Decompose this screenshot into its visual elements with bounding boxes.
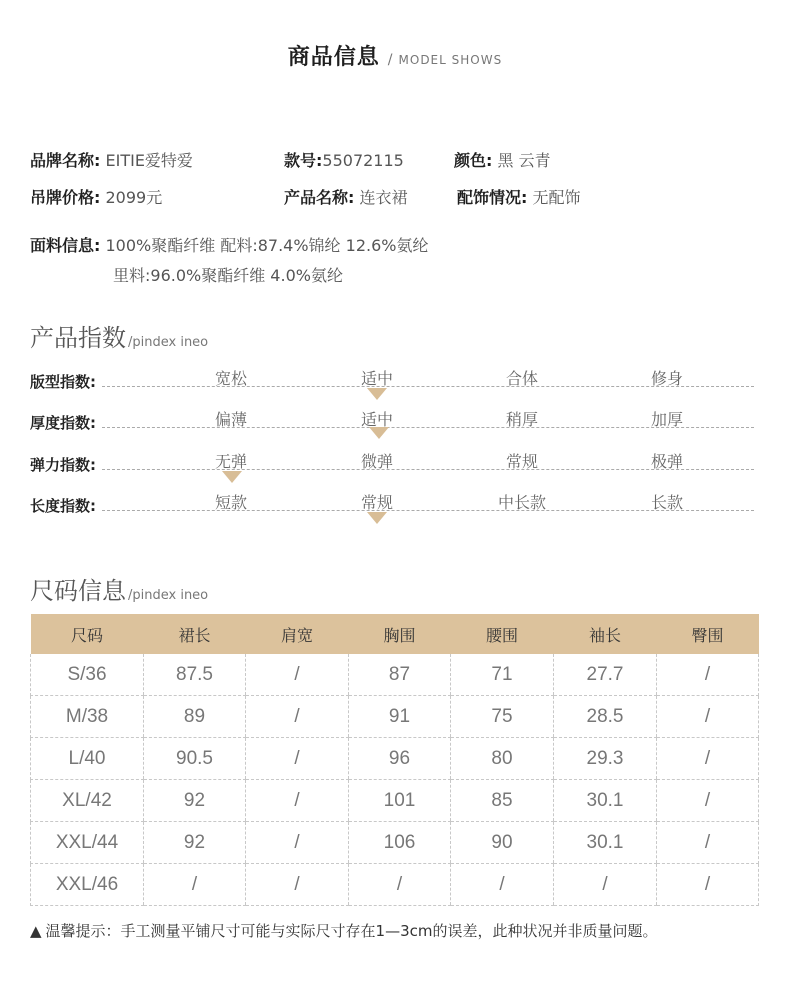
brand-info: [30, 151, 193, 171]
size-info-title: 尺码信息: [30, 577, 126, 605]
product-index-title: 产品指数: [30, 324, 126, 352]
index-row-label: 厚度指数:: [30, 414, 96, 432]
index-row-label: 版型指数:: [30, 373, 96, 391]
size-table-header-row: [31, 614, 759, 654]
selected-indicator-icon: [367, 388, 387, 400]
table-cell: 96: [349, 738, 451, 780]
table-cell: /: [657, 822, 759, 864]
table-row: [31, 864, 759, 906]
index-row-label: 弹力指数:: [30, 456, 96, 474]
size-disclaimer: [30, 920, 658, 941]
table-row: [31, 822, 759, 864]
index-option: 极弹: [650, 452, 683, 471]
table-cell: /: [657, 738, 759, 780]
table-cell: /: [657, 780, 759, 822]
index-option: 宽松: [214, 369, 247, 388]
accessory-value: 无配饰: [532, 188, 581, 207]
table-cell: M/38: [31, 696, 144, 738]
product-name-info: [284, 188, 408, 208]
page-title: 商品信息: [287, 45, 380, 70]
selected-indicator-icon: [369, 427, 389, 439]
index-option: 稍厚: [505, 410, 538, 429]
index-option: 合体: [505, 369, 538, 388]
table-cell: 27.7: [554, 654, 657, 696]
column-header: 腰围: [451, 614, 554, 654]
table-cell: /: [144, 864, 246, 906]
table-cell: /: [554, 864, 657, 906]
index-option: 偏薄: [214, 410, 247, 429]
table-cell: /: [349, 864, 451, 906]
lining-info: [113, 266, 343, 286]
table-cell: /: [246, 780, 349, 822]
index-option: 修身: [650, 369, 683, 388]
table-row: [31, 738, 759, 780]
table-cell: 90.5: [144, 738, 246, 780]
column-header: 袖长: [554, 614, 657, 654]
page-header: [0, 40, 790, 71]
table-cell: 90: [451, 822, 554, 864]
table-cell: XXL/46: [31, 864, 144, 906]
table-cell: 91: [349, 696, 451, 738]
table-cell: 85: [451, 780, 554, 822]
table-row: [31, 696, 759, 738]
fabric-label: 面料信息:: [30, 236, 101, 255]
index-option: 中长款: [497, 493, 546, 512]
style-no-value: 55072115: [322, 151, 404, 170]
product-index-subtitle: /pindex ineo: [128, 335, 209, 350]
table-cell: /: [246, 822, 349, 864]
table-cell: XL/42: [31, 780, 144, 822]
price-info: [30, 188, 162, 208]
accessory-info: [457, 188, 581, 208]
table-cell: /: [657, 654, 759, 696]
table-row: [31, 654, 759, 696]
style-no-label: 款号:: [284, 151, 323, 170]
price-label: 吊牌价格:: [30, 188, 101, 207]
table-cell: 106: [349, 822, 451, 864]
column-header: 裙长: [144, 614, 246, 654]
table-cell: 29.3: [554, 738, 657, 780]
brand-value: EITIE爱特爱: [105, 151, 193, 170]
product-name-value: 连衣裙: [359, 188, 408, 207]
table-cell: /: [451, 864, 554, 906]
table-cell: /: [246, 864, 349, 906]
selected-indicator-icon: [222, 471, 242, 483]
table-cell: 92: [144, 822, 246, 864]
disclaimer-text: 温馨提示：手工测量平铺尺寸可能与实际尺寸存在1—3cm的误差，此种状况并非质量问题。: [45, 922, 658, 940]
table-cell: 30.1: [554, 780, 657, 822]
table-cell: 75: [451, 696, 554, 738]
index-option: 长款: [650, 493, 683, 512]
table-cell: 30.1: [554, 822, 657, 864]
warning-triangle-icon: ▲: [30, 922, 42, 940]
index-option: 无弹: [214, 452, 247, 471]
index-option: 加厚: [650, 410, 683, 429]
selected-indicator-icon: [367, 512, 387, 524]
color-info: [454, 151, 551, 171]
table-row: [31, 780, 759, 822]
table-cell: 28.5: [554, 696, 657, 738]
fabric-value: 100%聚酯纤维 配料:87.4%锦纶 12.6%氨纶: [105, 236, 429, 255]
index-row-label: 长度指数:: [30, 497, 96, 515]
table-cell: 71: [451, 654, 554, 696]
product-index-heading: [30, 318, 208, 353]
index-option: 适中: [360, 369, 393, 388]
accessory-label: 配饰情况:: [457, 188, 528, 207]
table-cell: /: [246, 738, 349, 780]
lining-value: 里料:96.0%聚酯纤维 4.0%氨纶: [113, 266, 343, 285]
product-name-label: 产品名称:: [284, 188, 355, 207]
price-value: 2099元: [105, 188, 163, 207]
column-header: 尺码: [31, 614, 144, 654]
color-label: 颜色:: [454, 151, 493, 170]
column-header: 胸围: [349, 614, 451, 654]
index-option: 常规: [360, 493, 393, 512]
color-value: 黑 云青: [497, 151, 551, 170]
index-option: 适中: [360, 410, 393, 429]
table-cell: XXL/44: [31, 822, 144, 864]
index-option: 微弹: [360, 452, 393, 471]
column-header: 臀围: [657, 614, 759, 654]
index-option: 短款: [214, 493, 247, 512]
size-table: [30, 614, 759, 906]
table-cell: 87.5: [144, 654, 246, 696]
index-option: 常规: [505, 452, 538, 471]
table-cell: /: [246, 696, 349, 738]
table-cell: 101: [349, 780, 451, 822]
table-cell: /: [246, 654, 349, 696]
table-cell: S/36: [31, 654, 144, 696]
title-slash: /: [387, 52, 393, 68]
size-info-subtitle: /pindex ineo: [128, 588, 209, 603]
page-subtitle: MODEL SHOWS: [398, 53, 503, 67]
table-cell: 87: [349, 654, 451, 696]
table-cell: L/40: [31, 738, 144, 780]
brand-label: 品牌名称:: [30, 151, 101, 170]
column-header: 肩宽: [246, 614, 349, 654]
table-cell: /: [657, 864, 759, 906]
size-info-heading: [30, 571, 208, 606]
table-cell: 92: [144, 780, 246, 822]
table-cell: /: [657, 696, 759, 738]
table-cell: 89: [144, 696, 246, 738]
table-cell: 80: [451, 738, 554, 780]
fabric-info: [30, 236, 428, 256]
style-no-info: [284, 151, 404, 171]
